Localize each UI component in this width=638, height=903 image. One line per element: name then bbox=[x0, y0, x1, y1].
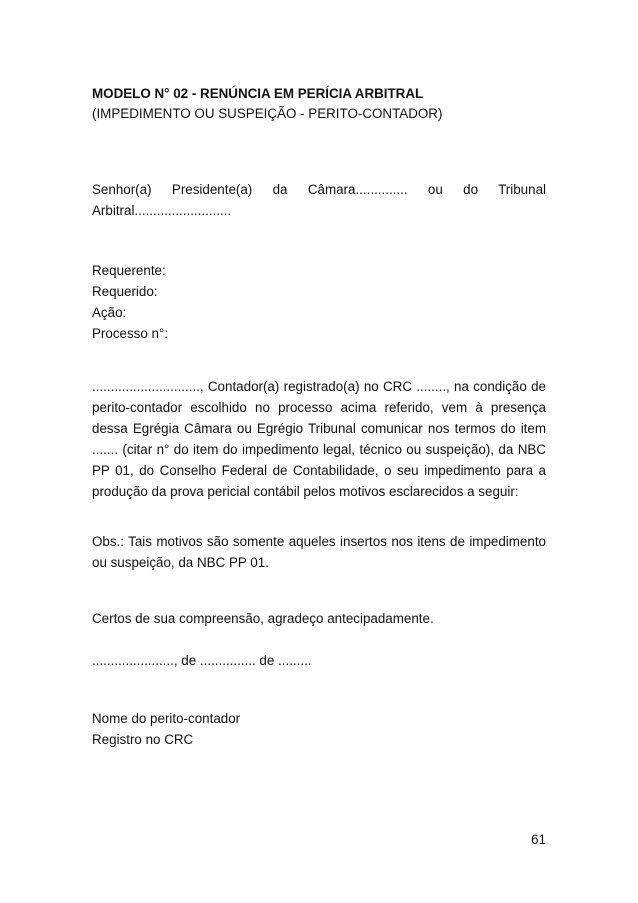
document-title: MODELO N° 02 - RENÚNCIA EM PERÍCIA ARBITRAL bbox=[92, 86, 424, 101]
signature-name: Nome do perito-contador bbox=[92, 711, 241, 726]
obs-paragraph: Obs.: Tais motivos são somente aqueles insertos nos itens de impedimento ou suspeição, da NBC PP 01. bbox=[92, 534, 546, 570]
body-paragraph: ............................., Contador(a) registrado(a) no CRC ........, na condição de perito-contador escolhido no processo acima referido, vem à presença dessa Egrégia Câmara ou Egrégio Tribunal comunicar nos termos do item ....... (citar n° do item do impedimento legal, técnico ou suspeição), da NBC PP 01, do Conselho Federal de Contabilidade, o seu impedimento para a produção da prova pericial contábil pelos motivos esclarecidos a seguir: bbox=[92, 379, 546, 499]
page-number: 61 bbox=[531, 832, 546, 847]
field-acao: Ação: bbox=[92, 305, 127, 320]
document-subtitle: (IMPEDIMENTO OU SUSPEIÇÃO - PERITO-CONTADOR) bbox=[92, 106, 443, 121]
closing-text: Certos de sua compreensão, agradeço antecipadamente. bbox=[92, 611, 434, 626]
salutation-paragraph: Senhor(a) Presidente(a) da Câmara.............. ou do Tribunal Arbitral.......................... bbox=[92, 182, 546, 218]
date-line: ......................, de ............... de ......... bbox=[92, 653, 312, 668]
signature-registry: Registro no CRC bbox=[92, 732, 194, 747]
field-requerido: Requerido: bbox=[92, 284, 158, 299]
case-fields bbox=[92, 260, 546, 344]
signature-block bbox=[92, 708, 546, 750]
field-requerente: Requerente: bbox=[92, 263, 166, 278]
field-processo: Processo n°: bbox=[92, 326, 169, 341]
